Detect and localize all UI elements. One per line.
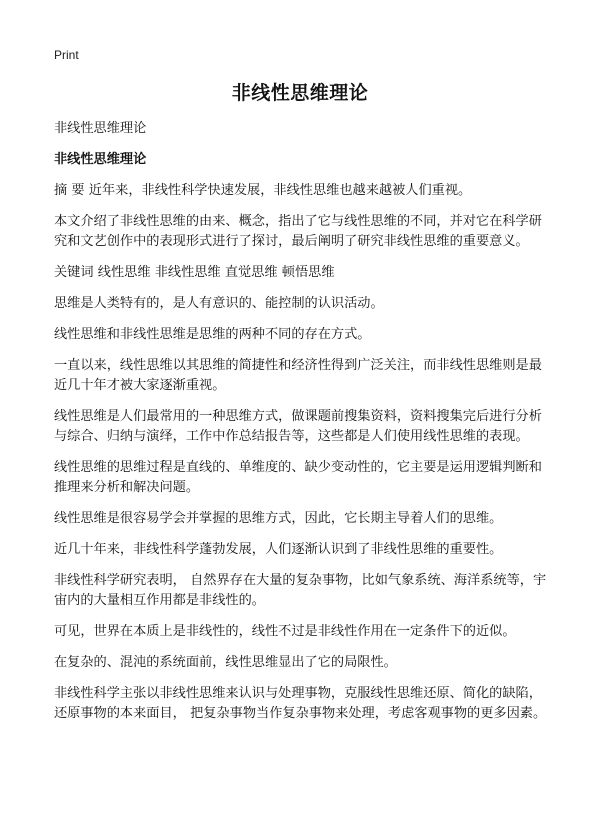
paragraph: 非线性科学主张以非线性思维来认识与处理事物，克服线性思维还原、简化的缺陷，还原事物的本来面目， 把复杂事物当作复杂事物来处理，考虑客观事物的更多因素。: [54, 686, 547, 721]
paragraph: 线性思维是人们最常用的一种思维方式，做课题前搜集资料，资料搜集完后进行分析与综合、归纳与演绎，工作中作总结报告等，这些都是人们使用线性思维的表现。: [54, 409, 542, 444]
paragraph-abstract: 摘 要 近年来，非线性科学快速发展，非线性思维也越来越被人们重视。: [54, 183, 472, 198]
article-body: [54, 119, 554, 735]
paragraph: 本文介绍了非线性思维的由来、概念，指出了它与线性思维的不同，并对它在科学研究和文艺创作中的表现形式进行了探讨，最后阐明了研究非线性思维的重要意义。: [54, 214, 542, 249]
paragraph: 在复杂的、混沌的系统面前，线性思维显出了它的局限性。: [54, 655, 397, 670]
paragraph: 线性思维是很容易学会并掌握的思维方式，因此，它长期主导着人们的思维。: [54, 511, 503, 526]
paragraph: 非线性科学研究表明， 自然界存在大量的复杂事物，比如气象系统、海洋系统等，宇宙内的大量相互作用都是非线性的。: [54, 573, 547, 608]
paragraph: 线性思维和非线性思维是思维的两种不同的存在方式。: [54, 327, 371, 342]
print-link[interactable]: Print: [54, 48, 79, 62]
page-title: 非线性思维理论: [231, 82, 369, 104]
paragraph: 思维是人类特有的，是人有意识的、能控制的认识活动。: [54, 296, 384, 311]
paragraph: 近几十年来，非线性科学蓬勃发展，人们逐渐认识到了非线性思维的重要性。: [54, 542, 503, 557]
paragraph-keywords: 关键词 线性思维 非线性思维 直觉思维 顿悟思维: [54, 265, 335, 280]
paragraph: 一直以来，线性思维以其思维的简捷性和经济性得到广泛关注，而非线性思维则是最近几十年才被大家逐渐重视。: [54, 358, 542, 393]
paragraph: 可见，世界在本质上是非线性的，线性不过是非线性作用在一定条件下的近似。: [54, 624, 516, 639]
paragraph: 线性思维的思维过程是直线的、单维度的、缺少变动性的，它主要是运用逻辑判断和推理来分析和解决问题。: [54, 460, 542, 495]
article-subtitle: 非线性思维理论: [54, 121, 147, 136]
article-heading: 非线性思维理论: [54, 152, 147, 167]
